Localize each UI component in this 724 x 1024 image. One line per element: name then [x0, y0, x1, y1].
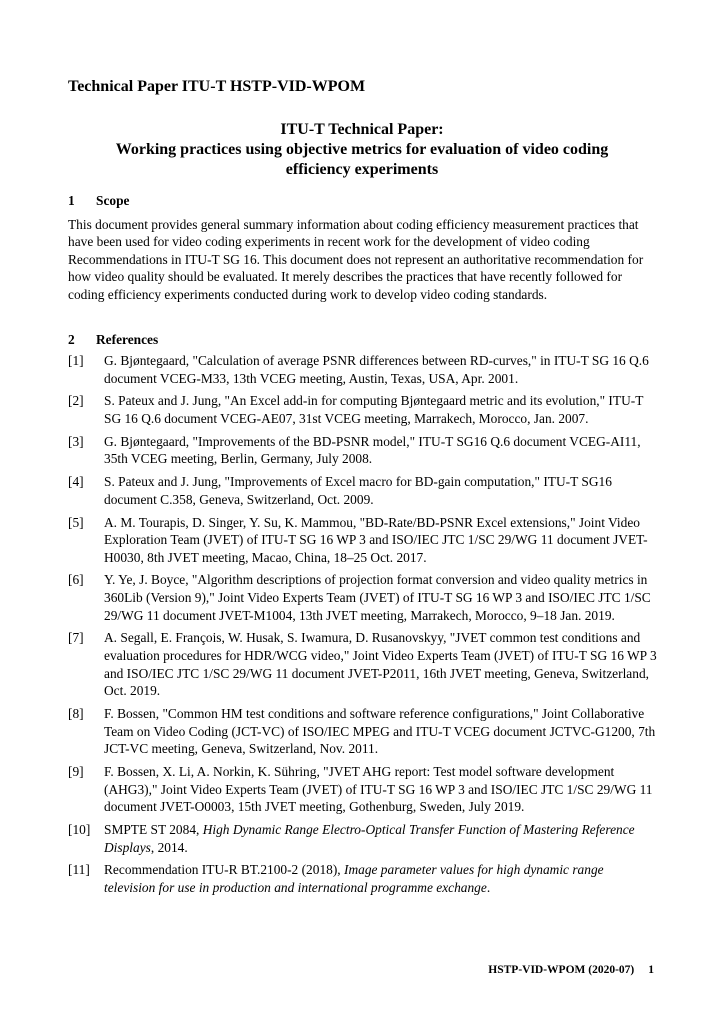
- reference-item: [68, 433, 658, 468]
- reference-text: F. Bossen, X. Li, A. Norkin, K. Sühring, "JVET AHG report: Test model software development (AHG3)," Joint Video Experts Team (JVET) of ITU-T SG 16 WP 3 and ISO/IEC JTC 1/SC 29/WG 11 document JVET-O0003, 15th JVET meeting, Gothenburg, Sweden, July 2019.: [104, 763, 653, 815]
- reference-tag: [9]: [68, 763, 84, 779]
- reference-title: High Dynamic Range Electro-Optical Transfer Function of Mastering Reference Displays: [104, 821, 635, 855]
- reference-text: S. Pateux and J. Jung, "An Excel add-in for computing Bjøntegaard metric and its evolution," ITU-T SG 16 Q.6 document VCEG-AE07, 31st VCEG meeting, Marrakech, Morocco, Jan. 2007.: [104, 393, 644, 426]
- reference-tag: [11]: [68, 862, 90, 878]
- reference-text-suffix: .: [486, 879, 491, 895]
- reference-item: [68, 392, 658, 427]
- reference-list: [68, 352, 658, 902]
- reference-text-prefix: SMPTE ST 2084,: [104, 821, 203, 837]
- title-line-1: ITU-T Technical Paper:: [280, 121, 444, 138]
- section-number: 1: [68, 193, 75, 208]
- title-line-2: Working practices using objective metrics for evaluation of video coding: [115, 141, 609, 158]
- reference-tag: [6]: [68, 572, 84, 588]
- reference-item: [68, 861, 658, 896]
- reference-tag: [4]: [68, 474, 84, 490]
- scope-paragraph: This document provides general summary information about coding efficiency measurement practices that have been used for video coding experiments in recent work for the development of video coding Recommendations in ITU-T SG 16. This document does not represent an authoritative recommendation for how video quality should be evaluated. It merely describes the practices that have recently followed for coding efficiency experiments conducted during work to develop video coding standards.: [68, 216, 644, 302]
- reference-text: F. Bossen, "Common HM test conditions and software reference configurations," Joint Collaborative Team on Video Coding (JCT-VC) of ISO/IEC MPEG and ITU-T VCEG document JCTVC-G1200, 7th JCT-VC meeting, Geneva, Switzerland, Nov. 2011.: [104, 706, 656, 757]
- title-line-3: efficiency experiments: [285, 161, 439, 178]
- reference-item: [68, 629, 658, 699]
- reference-text: S. Pateux and J. Jung, "Improvements of Excel macro for BD-gain computation," ITU-T SG16 document C.358, Geneva, Switzerland, Oct. 2009.: [104, 474, 612, 507]
- footer-document-id: HSTP-VID-WPOM (2020-07): [488, 964, 635, 976]
- reference-item: [68, 514, 658, 567]
- section-heading-scope: [68, 192, 129, 209]
- section-heading-references: [68, 331, 158, 348]
- reference-title: Image parameter values for high dynamic range television for use in production and international programme exchange: [104, 862, 604, 895]
- reference-item: [68, 705, 658, 758]
- page-footer: [488, 963, 654, 977]
- reference-tag: [1]: [68, 353, 84, 368]
- page-number: 1: [648, 964, 654, 976]
- section-number: 2: [68, 332, 75, 347]
- page-title: [68, 120, 656, 180]
- reference-text: A. Segall, E. François, W. Husak, S. Iwamura, D. Rusanovskyy, "JVET common test conditions and evaluation procedures for HDR/WCG video," Joint Video Experts Team (JVET) of ITU-T SG 16 WP 3 and ISO/IEC JTC 1/SC 29/WG 11 document JVET-P2011, 16th JVET meeting, Geneva, Switzerland, Oct. 2019.: [104, 630, 657, 699]
- reference-text-prefix: Recommendation ITU-R BT.2100-2 (2018),: [104, 862, 344, 878]
- reference-text: G. Bjøntegaard, "Improvements of the BD-PSNR model," ITU-T SG16 Q.6 document VCEG-AI11, 35th VCEG meeting, Berlin, Germany, July 2008.: [104, 433, 641, 467]
- reference-tag: [2]: [68, 393, 84, 409]
- reference-tag: [8]: [68, 706, 84, 721]
- reference-item: [68, 473, 658, 508]
- reference-tag: [10]: [68, 821, 91, 837]
- reference-text: A. M. Tourapis, D. Singer, Y. Su, K. Mammou, "BD-Rate/BD-PSNR Excel extensions," Joint Video Exploration Team (JVET) of ITU-T SG 16 WP 3 and ISO/IEC JTC 1/SC 29/WG 11 document JVET-H0030, 8th JVET meeting, Macao, China, 18–25 Oct. 2017.: [104, 514, 648, 565]
- reference-text-suffix: , 2014.: [150, 839, 188, 855]
- reference-item: [68, 763, 658, 816]
- reference-item: [68, 821, 658, 856]
- document-label: Technical Paper ITU-T HSTP-VID-WPOM: [68, 78, 366, 95]
- reference-tag: [3]: [68, 433, 84, 449]
- reference-item: [68, 571, 658, 624]
- reference-tag: [7]: [68, 630, 84, 646]
- section-title: References: [96, 332, 159, 347]
- reference-text: Y. Ye, J. Boyce, "Algorithm descriptions of projection format conversion and video quality metrics in 360Lib (Version 9)," Joint Video Experts Team (JVET) of ITU-T SG 16 WP 3 and ISO/IEC JTC 1/SC 29/WG 11 document JVET-M1004, 13th JVET meeting, Marrakech, Morocco, 9–18 Jan. 2019.: [104, 572, 651, 623]
- reference-text: G. Bjøntegaard, "Calculation of average PSNR differences between RD-curves," in ITU-T SG 16 Q.6 document VCEG-M33, 13th VCEG meeting, Austin, Texas, USA, Apr. 2001.: [104, 353, 649, 386]
- section-title: Scope: [96, 193, 130, 208]
- reference-tag: [5]: [68, 514, 84, 530]
- reference-item: [68, 352, 658, 387]
